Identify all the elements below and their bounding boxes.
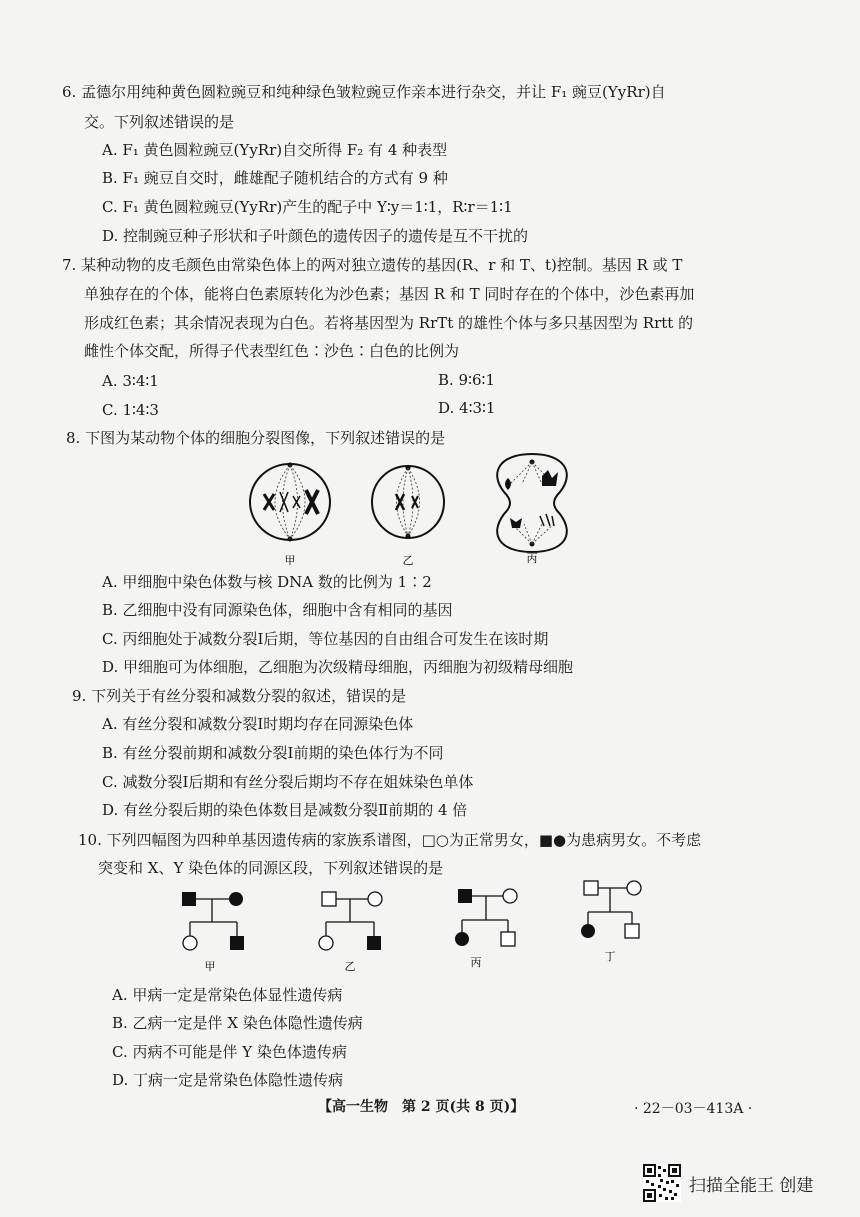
q8-option-a: A. 甲细胞中染色体数与核 DNA 数的比例为 1∶2 xyxy=(102,573,432,591)
q9-option-d: D. 有丝分裂后期的染色体数目是减数分裂Ⅱ前期的 4 倍 xyxy=(102,801,468,819)
pedigree-ding xyxy=(581,881,641,938)
q7-stem-line1: 7. 某种动物的皮毛颜色由常染色体上的两对独立遗传的基因(R、r 和 T、t)控制。基因 R 或 T xyxy=(62,256,683,274)
q10-option-a: A. 甲病一定是常染色体显性遗传病 xyxy=(112,986,343,1004)
scanner-label: 扫描全能王 创建 xyxy=(689,1175,814,1196)
pedigree-yi xyxy=(319,892,382,950)
q10-option-b: B. 乙病一定是伴 X 染色体隐性遗传病 xyxy=(112,1014,363,1032)
pedigree-label-jia: 甲 xyxy=(204,960,216,973)
q7-stem-line2: 单独存在的个体，能将白色素原转化为沙色素；基因 R 和 T 同时存在的个体中，沙色素再加 xyxy=(84,285,695,303)
page-footer: 【高一生物 第 2 页(共 8 页)】 xyxy=(318,1099,525,1115)
cell-yi-diagram xyxy=(372,466,444,539)
q10-stem-line2: 突变和 X、Y 染色体的同源区段，下列叙述错误的是 xyxy=(98,859,444,877)
q6-stem-line1: 6. 孟德尔用纯种黄色圆粒豌豆和纯种绿色皱粒豌豆作亲本进行杂交，并让 F₁ 豌豆(YyRr)自 xyxy=(62,83,666,101)
cell-division-figure xyxy=(240,448,580,570)
q7-option-a: A. 3∶4∶1 xyxy=(102,372,159,390)
q7-option-d: D. 4∶3∶1 xyxy=(438,399,496,417)
cell-label-yi: 乙 xyxy=(402,554,414,567)
q10-option-d: D. 丁病一定是常染色体隐性遗传病 xyxy=(112,1071,344,1089)
cell-bing-diagram xyxy=(497,454,567,552)
cell-label-jia: 甲 xyxy=(284,554,296,567)
q6-stem-line2: 交。下列叙述错误的是 xyxy=(84,113,235,131)
pedigree-label-bing: 丙 xyxy=(470,956,482,969)
q8-option-c: C. 丙细胞处于减数分裂Ⅰ后期，等位基因的自由组合可发生在该时期 xyxy=(102,630,549,648)
q9-option-a: A. 有丝分裂和减数分裂Ⅰ时期均存在同源染色体 xyxy=(102,715,414,733)
q8-stem: 8. 下图为某动物个体的细胞分裂图像，下列叙述错误的是 xyxy=(66,429,446,447)
q6-option-c: C. F₁ 黄色圆粒豌豆(YyRr)产生的配子中 Y∶y＝1∶1，R∶r＝1∶1 xyxy=(102,198,513,216)
q8-option-d: D. 甲细胞可为体细胞，乙细胞为次级精母细胞，丙细胞为初级精母细胞 xyxy=(102,658,574,676)
pedigree-label-yi: 乙 xyxy=(344,960,356,973)
qr-code-icon xyxy=(643,1164,681,1202)
q6-option-b: B. F₁ 豌豆自交时，雌雄配子随机结合的方式有 9 种 xyxy=(102,169,448,187)
pedigree-label-ding: 丁 xyxy=(604,950,616,963)
q9-option-b: B. 有丝分裂前期和减数分裂Ⅰ前期的染色体行为不同 xyxy=(102,744,444,762)
q7-option-b: B. 9∶6∶1 xyxy=(438,371,495,389)
q7-option-c: C. 1∶4∶3 xyxy=(102,401,159,419)
q7-stem-line3: 形成红色素；其余情况表现为白色。若将基因型为 RrTt 的雄性个体与多只基因型为 Rrtt 的 xyxy=(84,314,694,332)
q8-option-b: B. 乙细胞中没有同源染色体，细胞中含有相同的基因 xyxy=(102,601,453,619)
pedigree-bing xyxy=(455,889,517,946)
q6-option-a: A. F₁ 黄色圆粒豌豆(YyRr)自交所得 F₂ 有 4 种表型 xyxy=(102,141,448,159)
cell-jia-diagram xyxy=(250,463,330,542)
q9-option-c: C. 减数分裂Ⅰ后期和有丝分裂后期均不存在姐妹染色单体 xyxy=(102,773,474,791)
pedigree-figure xyxy=(170,876,650,976)
pedigree-jia xyxy=(182,892,244,950)
cell-label-bing: 丙 xyxy=(526,552,538,565)
scanner-watermark xyxy=(643,1163,813,1203)
q7-stem-line4: 雌性个体交配，所得子代表型红色∶沙色∶白色的比例为 xyxy=(84,342,460,360)
q6-option-d: D. 控制豌豆种子形状和子叶颜色的遗传因子的遗传是互不干扰的 xyxy=(102,227,529,245)
q9-stem: 9. 下列关于有丝分裂和减数分裂的叙述，错误的是 xyxy=(72,687,407,705)
q10-stem-line1: 10. 下列四幅图为四种单基因遗传病的家族系谱图，□○为正常男女，■●为患病男女。不考虑 xyxy=(78,831,702,849)
exam-code: · 22－03－413A · xyxy=(634,1101,753,1117)
q10-option-c: C. 丙病不可能是伴 Y 染色体遗传病 xyxy=(112,1043,347,1061)
